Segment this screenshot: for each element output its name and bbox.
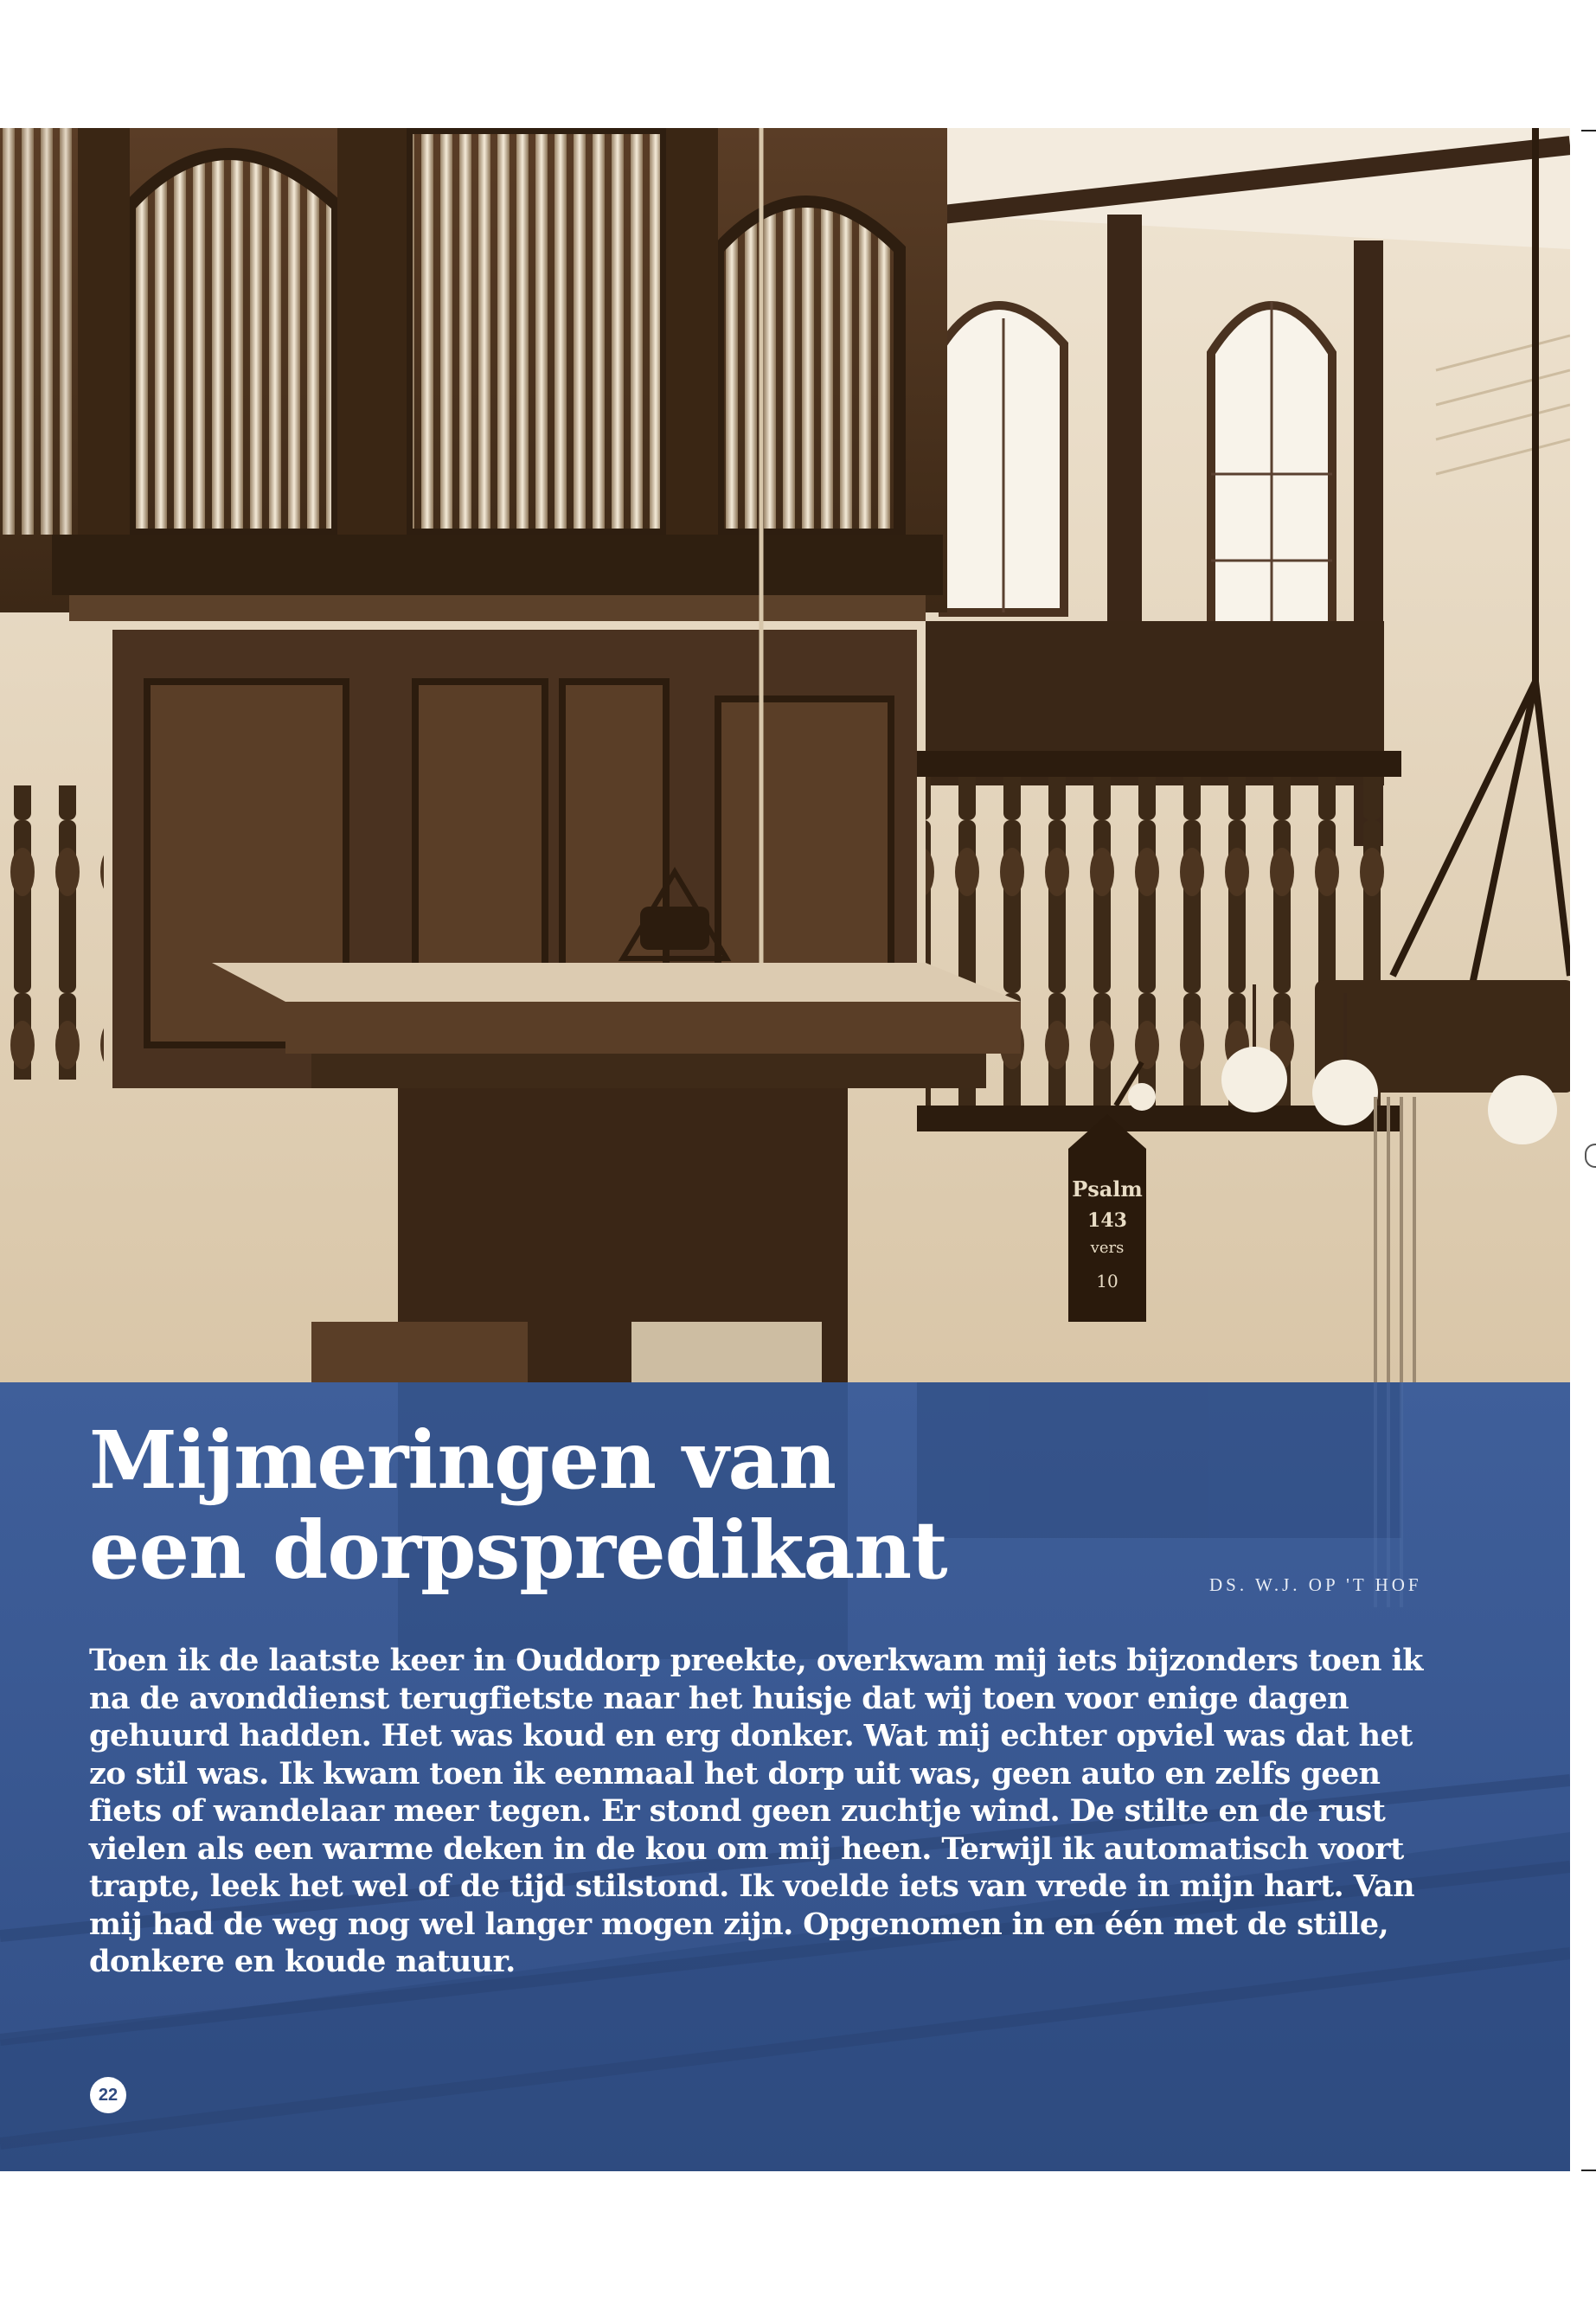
article-title [89, 1415, 947, 1595]
hymn-board-verse-number: 10 [1096, 1271, 1118, 1292]
author-byline: DS. W.J. OP 'T HOF [1209, 1574, 1422, 1595]
hymn-board-psalm: Psalm [1072, 1176, 1143, 1202]
page-number-badge: 22 [90, 2077, 126, 2113]
hymn-board-vers: vers [1090, 1239, 1125, 1257]
trim-mark-bottom [1581, 2170, 1596, 2171]
trim-mark-top [1581, 130, 1596, 131]
article-title-line-2: een dorpspredikant [89, 1503, 947, 1597]
registration-mark [1585, 1144, 1596, 1168]
article-title-line-1: Mijmeringen van [89, 1413, 836, 1507]
article-intro: Toen ik de laatste keer in Ouddorp preekte, overkwam mij iets bijzonders toen ik na de avonddienst terugfietste naar het huisje dat wij toen voor enige dagen gehuurd hadden. Het was koud en erg donker. Wat mij echter opviel was dat het zo stil was. Ik kwam toen ik eenmaal het dorp uit was, geen auto en zelfs geen fiets of wandelaar meer tegen. Er stond geen zuchtje wind. De stilte en de rust vielen als een warme deken in de kou om mij heen. Terwijl ik automatisch voort trapte, leek het wel of de tijd stilstond. Ik voelde iets van vrede in mijn hart. Van mij had de weg nog wel langer mogen zijn. Opgenomen in en één met de stille, donkere en koude natuur. [89, 1643, 1423, 1979]
hymn-board-number: 143 [1087, 1209, 1127, 1232]
church-interior-photo [0, 128, 1570, 1382]
